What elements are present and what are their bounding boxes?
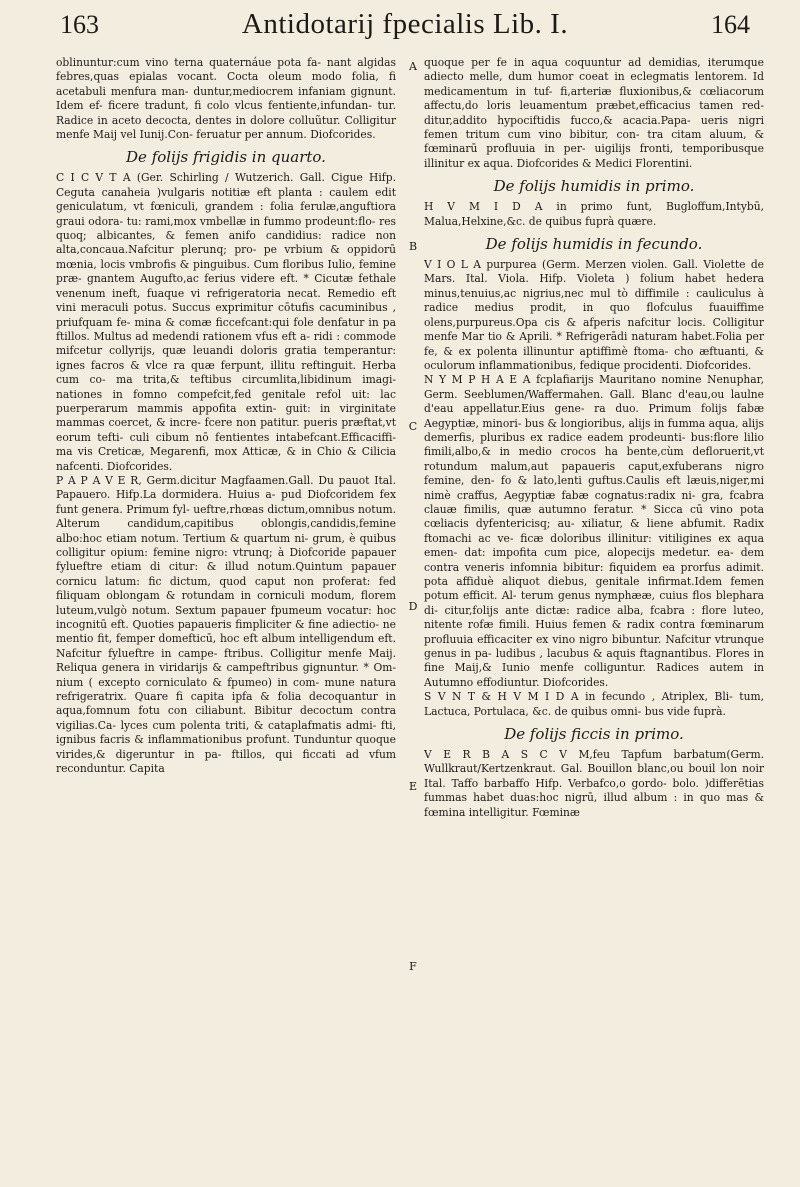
margin-letter-a: A [409,60,417,73]
running-title: Antidotarij fpecialis Lib. I. [241,8,569,40]
right-paragraph-1: quoque per fe in aqua coquuntur ad demidias, iterumque adiecto melle, dum humor coeat in eclegmatis lentorem. Id medicamentum in tuf- fi,arteriæ fluxionibus,& cœliacorum affectu,do loris leuamentum præbet,efficacius tamen red- ditur,addito hypociftidis fucco,& acacia.Papa- ueris nigri femen tritum cum vino bibitur, con- tra citam aluum, & fœminarū profluuia in per- uigilijs fronti, temporibusque illinitur ex aqua. Diofcorides & Medici Florentini. [424,56,764,170]
margin-letter-c: C [408,420,418,433]
section-heading-siccis-primo: De folijs ficcis in primo. [504,725,684,744]
margin-letter-e: E [408,780,418,793]
right-paragraph-viola: V I O L A purpurea (Germ. Merzen violen. Gall. Violette de Mars. Ital. Viola. Hifp. Violeta ) folium habet hedera minus,tenuius,ac nigrius,nec mul tò diffimile : cauliculus à radice medius prodit, in quo flofculus fuauiffime olens,purpureus.Opa cis & afperis nafcitur locis. Colligitur menfe Mar tio & Aprili. * Refrigerādi naturam habet.Folia per fe, & ex polenta illinuntur aptiffimè ftoma- cho æftuanti, & oculorum inflammationibus, fedique procidenti. Diofcorides. [424,258,764,372]
margin-letter-d: D [408,600,418,613]
section-heading-humidis-primo: De folijs humidis in primo. [493,177,695,196]
section-heading-frigidis-quarto: De folijs frigidis in quarto. [126,148,326,167]
left-column [56,56,396,1171]
right-paragraph-verbascum: V E R B A S C V M,feu Tapfum barbatum(Germ. Wullkraut/Kertzenkraut. Gal. Bouillon blanc,ou bouil lon noir Ital. Taffo barbaffo Hifp. Verbafco,o gordo- bolo. )differētias fummas habet duas:hoc nigrū, illud album : in quo mas & fœmina intelligitur. Fœminæ [424,748,764,819]
page-number-left: 163 [60,10,99,39]
right-paragraph-humida-secundo: S V N T & H V M I D A in fecundo , Atriplex, Bli- tum, Lactuca, Portulaca, &c. de quibus omni- bus vide fuprà. [424,690,764,718]
right-column [424,56,764,1171]
left-paragraph-1: oblinuntur:cum vino terna quaternáue pota fa- nant algidas febres,quas epialas vocant. Cocta oleum modo folia, fi acetabuli menfura man- duntur,mediocrem infaniam gignunt. Idem ef- ficere tradunt, fi colo vlcus fentiente,infundan- tur. Radice in aceto decocta, dentes in dolore colluũtur. Colligitur menfe Maij vel Iunij.Con- feruatur per annum. Diofcorides. [56,56,396,142]
section-heading-humidis-secundo: De folijs humidis in fecundo. [485,235,703,254]
left-paragraph-cicuta: C I C V T A (Ger. Schirling / Wutzerich. Gall. Cigue Hifp. Ceguta canaheia )vulgaris notitiæ eft planta : caulem edit geniculatum, vt fœniculi, grandem : folia ferulæ,anguftiora graui odora- tu: rami,mox vmbellæ in fummo prodeunt:flo- res quoq; albicantes, & femen anifo candidius: radice non alta,concaua.Nafcitur plerunq; pro- pe vrbium & oppidorū mœnia, locis vmbrofis & pinguibus. Cum floribus Iulio, femine præ- gnantem Augufto,ac ferius videre eft. * Cicutæ fethale venenum ineft, fuaque vi refrigeratoria necat. Remedio eft vini meraculi potus. Succus exprimitur cōtufis cacuminibus , priufquam fe- mina & comæ ficcefcant:qui fole denfatur in pa ftillos. Multus ad medendi rationem vfus eft a- ridi : commode mifcetur collyrijs, quæ leuandi doloris gratia temperantur: ignes facros & vlce ra quæ ferpunt, illitu reftinguit. Herba cum co- ma trita,& teftibus circumlita,libidinum imagi- nationes in fomno compefcit,fed genitale refol uit: lac puerperarum mammis appofita extin- guit: in virginitate mammas coercet, & incre- fcere non patitur. pueris præftat,vt eorum tefti- culi cibum nō fentientes intabefcant.Efficaciffi- ma vis Creticæ, Megarenfi, mox Atticæ, & in Chio & Cilicia nafcenti. Diofcorides. [56,171,396,473]
right-paragraph-nymphaea: N Y M P H A E A fcplafiarijs Mauritano nomine Nenuphar, Germ. Seeblumen/Waffermahen. Gall. Blanc d'eau,ou laulne d'eau appellatur.Eius gene- ra duo. Primum folijs fabæ Aegyptiæ, minori- bus & longioribus, alijs in fumma aqua, alijs demerfis, pluribus ex radice eadem prodeunti- bus:flore lilio fimili,albo,& in medio crocos ha bente,cùm defloruerit,vt rotundum malum,aut papaueris caput,exfuberans nigro femine, den- fo & lato,lenti guftus.Caulis eft læuis,niger,mi nimè craffus, Aegyptiæ fabæ cognatus:radix ni- gra, fcabra clauæ fimilis, quæ autumno feratur. * Sicca cū vino pota cœliacis dyfentericisq; au- xiliatur, & liene abfumit. Radix ftomachi ac ve- ficæ doloribus illinitur: vitiligines ex aqua emen- dat: impofita cum pice, alopecijs medetur. ea- dem contra veneris infomnia bibitur: fiquidem ea prorfus adimit. pota affiduè aliquot diebus, genitale infirmat.Idem femen potum efficit. Al- terum genus nymphææ, cuius flos blephara di- citur,folijs ante dictæ: radice alba, fcabra : flore luteo, nitente rofæ fimili. Huius femen & radix contra fœminarum profluuia efficaciter ex vino nigro bibuntur. Nafcitur vtrunque genus in pa- ludibus , lacubus & aquis ftagnantibus. Flores in fine Maij,& Iunio menfe colliguntur. Radices autem in Autumno effodiuntur. Diofcorides. [424,373,764,689]
margin-letter-b: B [408,240,418,253]
margin-letter-f: F [409,960,417,973]
page-number-right: 164 [710,10,750,39]
left-paragraph-papaver: P A P A V E R, Germ.dicitur Magfaamen.Gall. Du pauot Ital. Papauero. Hifp.La dormidera. Huius a- pud Diofcoridem fex funt genera. Primum fyl- ueftre,rhœas dictum,omnibus notum. Alterum candidum,capitibus oblongis,candidis,femine albo:hoc etiam notum. Tertium & quartum ni- grum, è quibus colligitur opium: femine nigro: vtrunq; à Diofcoride papauer fylueftre etiam di citur: & illud notum.Quintum papauer cornicu latum: fic dictum, quod caput non proferat: fed filiquam oblongam & rotundam in corniculi modum, florem luteum,vulgò notum. Sextum papauer fpumeum vocatur: hoc incognitū eft. Quoties papaueris fimpliciter & fine adiectio- ne mentio fit, femper domefticū, hoc eft album intelligendum eft. Nafcitur fylueftre in campe- ftribus. Colligitur menfe Maij. Reliqua genera in viridarijs & campeftribus gignuntur. * Om- nium ( excepto corniculato & fpumeo) in com- mune natura refrigeratrix. Quare fi capita ipfa & folia decoquantur in aqua,fomnum fotu con ciliabunt. Bibitur decoctum contra vigilias.Ca- lyces cum polenta triti, & cataplafmatis admi- fti, ignibus facris & inflammationibus profunt. Tunduntur quoque virides,& digeruntur in pa- ftillos, qui ficcati ad vfum reconduntur. Capita [56,473,396,776]
page-header [60,8,750,54]
text-columns [56,56,764,1171]
right-paragraph-humida: H V M I D A in primo funt, Bugloffum,Intybū, Malua,Helxine,&c. de quibus fuprà quære. [424,200,764,228]
